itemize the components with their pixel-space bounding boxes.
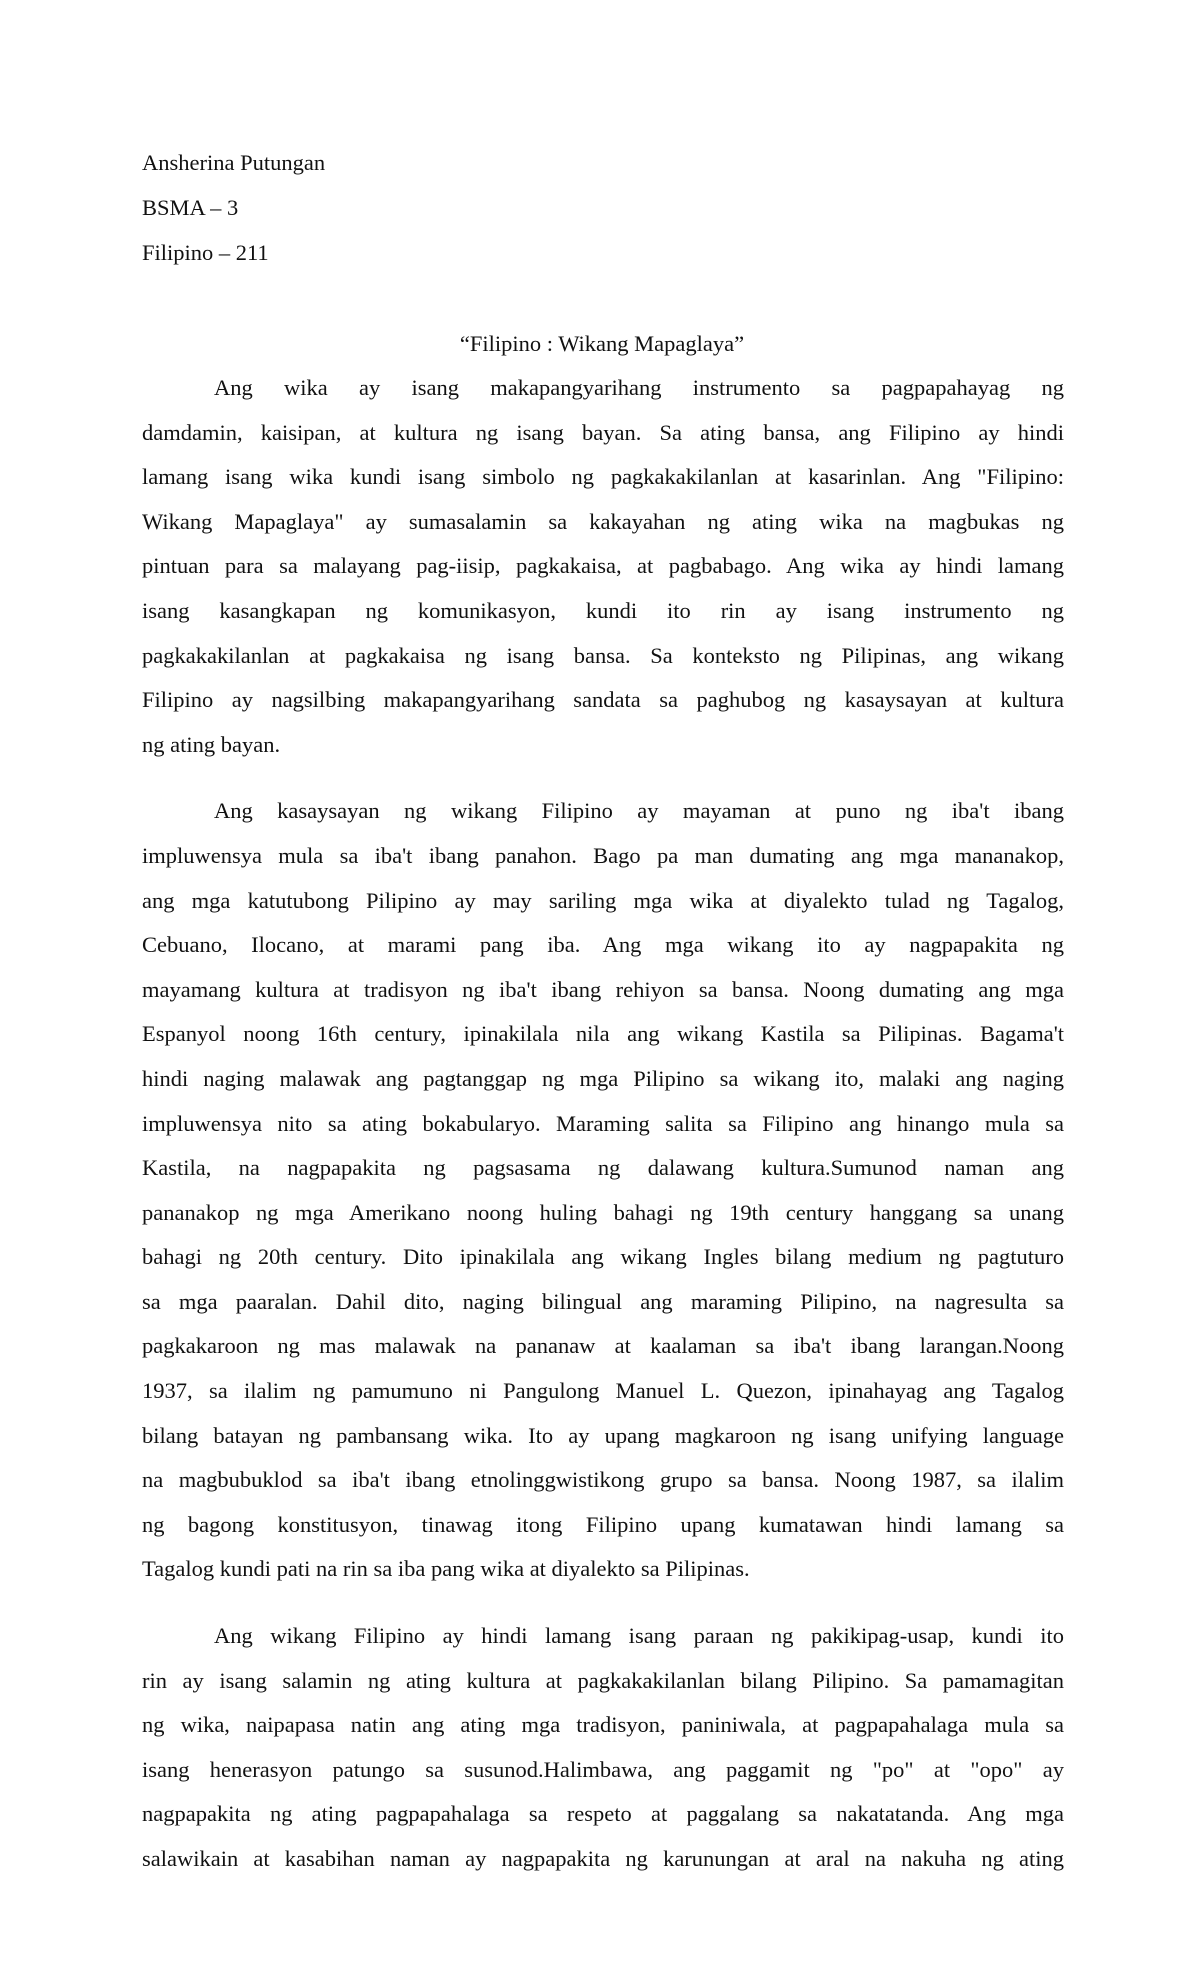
text-line: ng ating bayan. xyxy=(142,731,281,757)
paragraph-3 xyxy=(142,1614,1064,1882)
essay-body xyxy=(142,366,1064,1882)
section-label: BSMA – 3 xyxy=(142,195,239,220)
text-line: nagpapakita ng ating pagpapahalaga sa respeto at paggalang sa nakatatanda. Ang mga xyxy=(142,1801,1064,1827)
text-line: Ang kasaysayan ng wikang Filipino ay mayaman at puno ng iba't ibang xyxy=(214,798,1064,824)
paragraph-1 xyxy=(142,366,1064,767)
text-line: mayamang kultura at tradisyon ng iba't ibang rehiyon sa bansa. Noong dumating ang mga xyxy=(142,976,1064,1002)
text-line: Wikang Mapaglaya" ay sumasalamin sa kakayahan ng ating wika na magbukas ng xyxy=(142,508,1064,534)
text-line: isang kasangkapan ng komunikasyon, kundi ito rin ay isang instrumento ng xyxy=(142,597,1064,623)
text-line: ang mga katutubong Pilipino ay may sariling mga wika at diyalekto tulad ng Tagalog, xyxy=(142,887,1064,913)
text-line: bahagi ng 20th century. Dito ipinakilala ang wikang Ingles bilang medium ng pagtuturo xyxy=(142,1244,1064,1270)
text-line: rin ay isang salamin ng ating kultura at pagkakakilanlan bilang Pilipino. Sa pamamagitan xyxy=(142,1667,1064,1693)
text-line: Cebuano, Ilocano, at marami pang iba. Ang mga wikang ito ay nagpapakita ng xyxy=(142,932,1064,958)
text-line: na magbubuklod sa iba't ibang etnolinggwistikong grupo sa bansa. Noong 1987, sa ilalim xyxy=(142,1467,1064,1493)
paragraph-2 xyxy=(142,789,1064,1592)
text-line: Tagalog kundi pati na rin sa iba pang wika at diyalekto sa Pilipinas. xyxy=(142,1556,750,1582)
text-line: 1937, sa ilalim ng pamumuno ni Pangulong Manuel L. Quezon, ipinahayag ang Tagalog xyxy=(142,1378,1064,1404)
text-line: Kastila, na nagpapakita ng pagsasama ng dalawang kultura.Sumunod naman ang xyxy=(142,1155,1064,1181)
text-line: isang henerasyon patungo sa susunod.Halimbawa, ang paggamit ng "po" at "opo" ay xyxy=(142,1756,1064,1782)
text-line: ng bagong konstitusyon, tinawag itong Filipino upang kumatawan hindi lamang sa xyxy=(142,1511,1064,1537)
course-label: Filipino – 211 xyxy=(142,240,269,265)
document-header xyxy=(142,140,1062,275)
text-line: pananakop ng mga Amerikano noong huling bahagi ng 19th century hanggang sa unang xyxy=(142,1199,1064,1225)
essay-title: “Filipino : Wikang Mapaglaya” xyxy=(459,331,745,356)
text-line: bilang batayan ng pambansang wika. Ito ay upang magkaroon ng isang unifying language xyxy=(142,1422,1064,1448)
text-line: pagkakaroon ng mas malawak na pananaw at kaalaman sa iba't ibang larangan.Noong xyxy=(142,1333,1064,1359)
text-line: impluwensya mula sa iba't ibang panahon. Bago pa man dumating ang mga mananakop, xyxy=(142,842,1064,868)
text-line: pagkakakilanlan at pagkakaisa ng isang bansa. Sa konteksto ng Pilipinas, ang wikang xyxy=(142,642,1064,668)
paragraph-gap xyxy=(142,1592,1064,1614)
text-line: Espanyol noong 16th century, ipinakilala nila ang wikang Kastila sa Pilipinas. Bagama't xyxy=(142,1021,1064,1047)
text-line: lamang isang wika kundi isang simbolo ng pagkakakilanlan at kasarinlan. Ang "Filipino: xyxy=(142,464,1064,490)
text-line: pintuan para sa malayang pag-iisip, pagkakaisa, at pagbabago. Ang wika ay hindi lamang xyxy=(142,553,1064,579)
author-name: Ansherina Putungan xyxy=(142,150,326,175)
text-line: salawikain at kasabihan naman ay nagpapakita ng karunungan at aral na nakuha ng ating xyxy=(142,1846,1064,1871)
paragraph-gap xyxy=(142,767,1064,789)
text-line: hindi naging malawak ang pagtanggap ng mga Pilipino sa wikang ito, malaki ang naging xyxy=(142,1065,1064,1091)
text-line: Ang wika ay isang makapangyarihang instrumento sa pagpapahayag ng xyxy=(214,375,1064,400)
text-line: ng wika, naipapasa natin ang ating mga tradisyon, paniniwala, at pagpapahalaga mula sa xyxy=(142,1712,1064,1738)
text-line: damdamin, kaisipan, at kultura ng isang bayan. Sa ating bansa, ang Filipino ay hindi xyxy=(142,419,1064,445)
text-line: impluwensya nito sa ating bokabularyo. Maraming salita sa Filipino ang hinango mula sa xyxy=(142,1110,1064,1136)
text-line: sa mga paaralan. Dahil dito, naging bilingual ang maraming Pilipino, na nagresulta sa xyxy=(142,1288,1064,1314)
text-line: Ang wikang Filipino ay hindi lamang isang paraan ng pakikipag-usap, kundi ito xyxy=(214,1623,1064,1649)
text-line: Filipino ay nagsilbing makapangyarihang sandata sa paghubog ng kasaysayan at kultura xyxy=(142,687,1064,713)
